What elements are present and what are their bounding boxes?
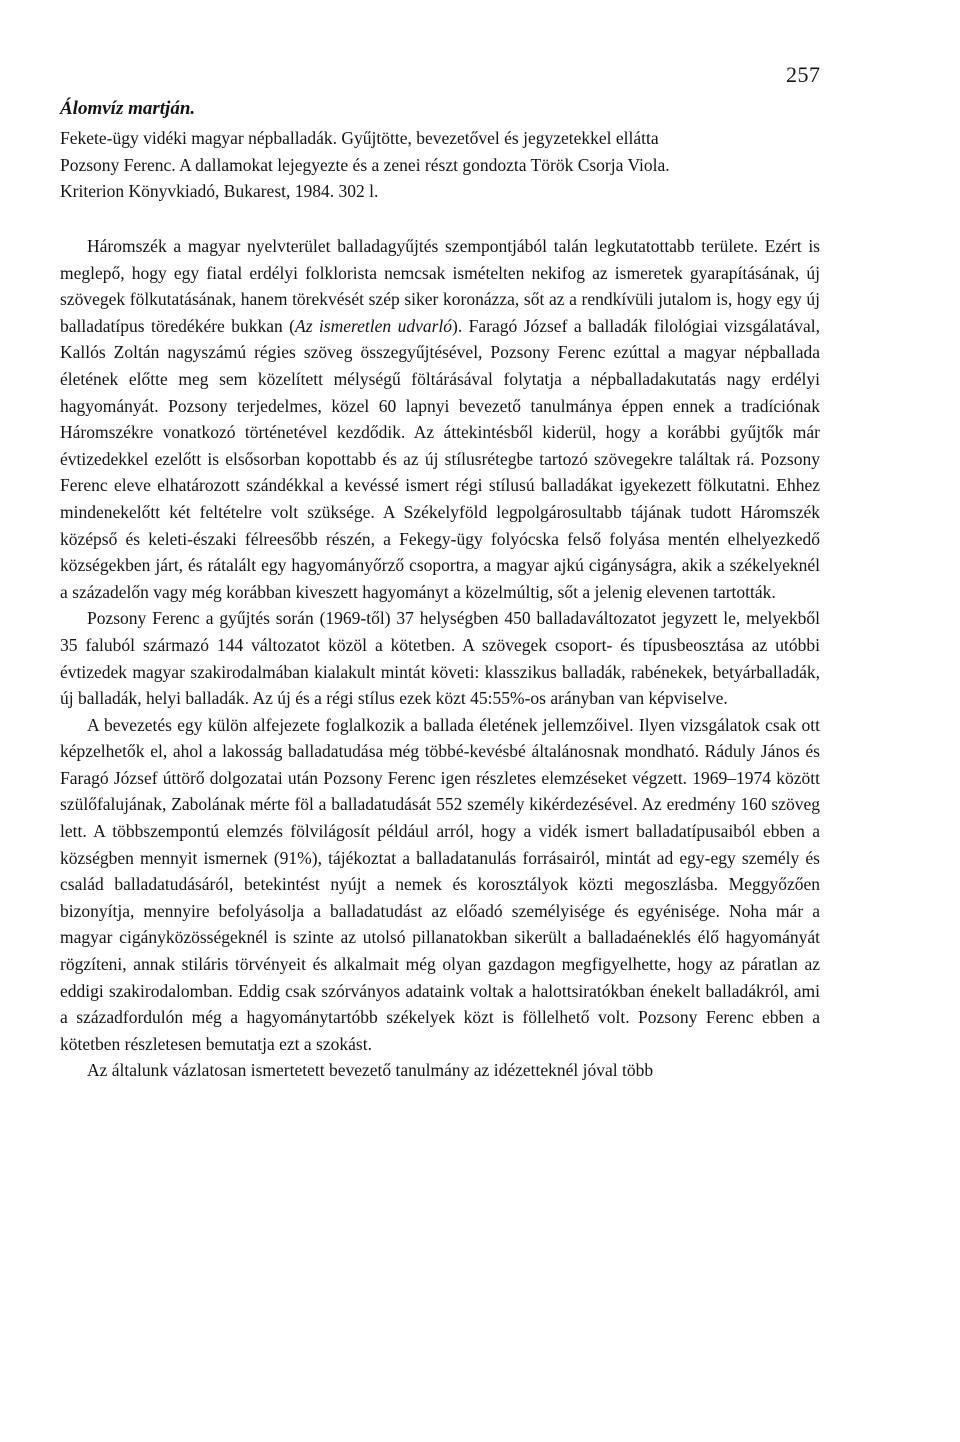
bibliography-line: Kriterion Könyvkiadó, Bukarest, 1984. 302 l.: [60, 181, 379, 201]
bibliography-line: Pozsony Ferenc. A dallamokat lejegyezte és a zenei részt gondozta Török Csorja Viola.: [60, 154, 670, 175]
paragraph: Pozsony Ferenc a gyűjtés során (1969-től) 37 helységben 450 balladaváltozatot jegyzett le, melyekből 35 faluból származó 144 változatot közöl a kötetben. A szövegek csoport- és típusbeosztása az utóbbi évtizedek magyar szakirodalmában kialakult mintát követi: klasszikus balladák, rabénekek, betyárballadák, új balladák, helyi balladák. Az új és a régi stílus ezek közt 45:55%-os arányban van képviselve.: [60, 608, 820, 709]
review-body: [60, 233, 820, 1084]
paragraph: A bevezetés egy külön alfejezete foglalkozik a ballada életének jellemzőivel. Ilyen vizsgálatok csak ott képzelhetők el, ahol a lakosság balladatudása még többé-kevésbé általánosnak mondható. Ráduly János és Faragó József úttörő dolgozatai után Pozsony Ferenc igen részletes elemzéseket végzett. 1969–1974 között szülőfalujának, Zabolának mérte föl a balladatudását 552 személy kikérdezésével. Az eredmény 160 szöveg lett. A többszempontú elemzés fölvilágosít például arról, hogy a vidék ismert balladatípusaiból ebben a községben mennyit ismernek (91%), tájékoztat a balladatanulás forrásairól, mintát ad egy-egy személy és család balladatudásáról, betekintést nyújt a nemek és korosztályok közti megoszlásba. Meggyőzően bizonyítja, mennyire befolyásolja a balladatudást az előadó személyisége és egyénisége. Noha már a magyar cigányközösségeknél is szinte az utolsó pillanatokban sikerült a balladaéneklés élő hagyományát rögzíteni, annak stiláris törvényeit és alkalmait még olyan gazdagon megfigyelhette, hogy az páratlan az eddigi szakirodalomban. Eddig csak szórványos adataink voltak a halottsiratókban énekelt balladákról, ami a századfordulón még a hagyománytartóbb székelyek közt is föllelhető volt. Pozsony Ferenc ebben a kötetben részletesen bemutatja ezt a szokást.: [60, 714, 820, 1054]
paragraph-text: Háromszék a magyar nyelvterület balladagyűjtés szempontjából talán legkutatottabb területe. Ezért is meglepő, hogy egy fiatal erdélyi folklorista nemcsak ismételten nekifog az ismeretek gyarapításának, új szövegek fölkutatásának, hanem törekvését szép siker koronázza, sőt az a rendkívüli jutalom is, hogy egy új balladatípus töredékére bukkan (: [60, 236, 820, 336]
page-number: 257: [786, 62, 821, 87]
paragraph: Az általunk vázlatosan ismertetett bevezető tanulmány az idézetteknél jóval több: [87, 1060, 654, 1081]
book-header: [60, 96, 820, 205]
bibliography-line: Fekete-ügy vidéki magyar népballadák. Gyűjtötte, bevezetővel és jegyzetekkel ellátta: [60, 128, 659, 148]
paragraph-text: ). Faragó József a balladák filológiai vizsgálatával, Kallós Zoltán nagyszámú régies szöveg összegyűjtésével, Pozsony Ferenc ezúttal a magyar népballada életének előtte meg sem közelített mélységű föltárásával folytatja a népballadakutatás nagy erdélyi hagyományát. Pozsony terjedelmes, közel 60 lapnyi bevezető tanulmánya éppen ennek a tradíciónak Háromszékre vonatkozó történetével kezdődik. Az áttekintésből kiderül, hogy a korábbi gyűjtők már évtizedekkel ezelőtt is elsősorban kopottabb és az új stílusrétegbe tartozó szövegekre találtak rá. Pozsony Ferenc eleve elhatározott szándékkal a kevéssé ismert régi stílusú balladákat igyekezett fölkutatni. Ehhez mindenekelőtt két feltételre volt szüksége. A Székelyföld legpolgárosultabb tájának tudott Háromszék középső és keleti-északi félreesőbb részén, a Fekegy-ügy folyócska felső folyása mentén elhelyezkedő községekben járt, és rátalált egy hagyományőrző csoportra, a magyar ajkú cigányságra, akik a székelyeknél a századelőn vagy még korábban kiveszett hagyományt a közelmúltig, sőt a jelenig elevenen tartották.: [60, 315, 820, 602]
book-title: Álomvíz martján.: [60, 98, 196, 119]
cited-ballad-title: Az ismeretlen udvarló: [295, 315, 453, 336]
paragraph: [60, 233, 820, 605]
